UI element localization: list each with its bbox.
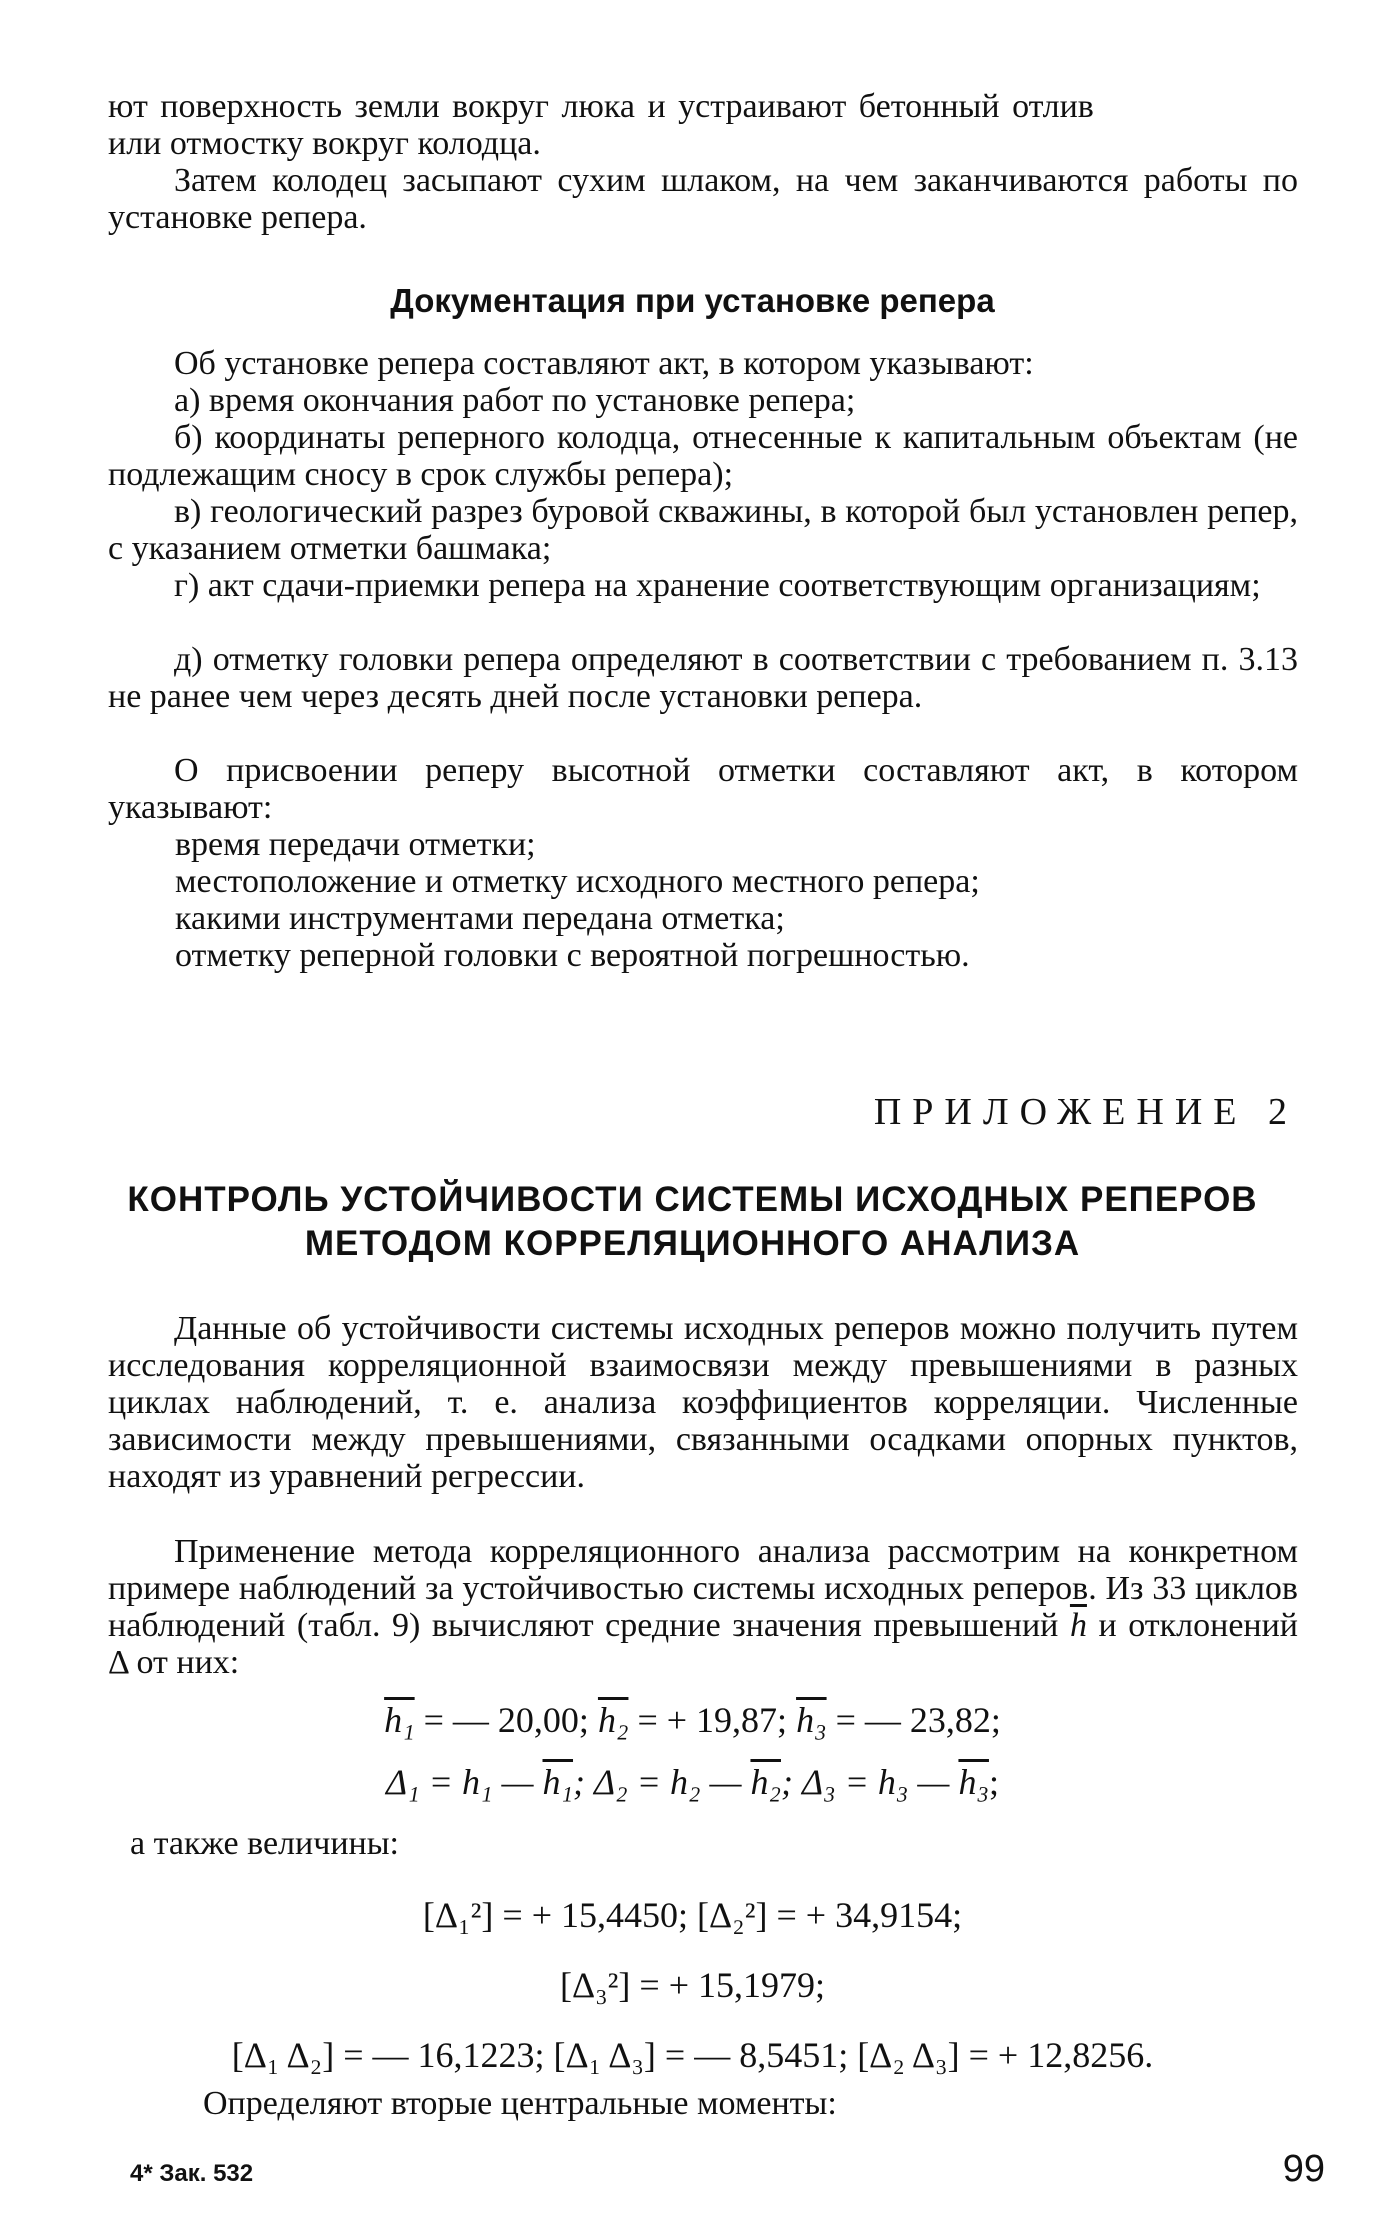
list-item: время передачи отметки; xyxy=(175,826,536,863)
formula-mean-heights xyxy=(0,1700,1385,1740)
formula-squares-1: [Δ₁²] = + 15,4450; [Δ₂²] = + 34,9154; xyxy=(422,1895,963,1935)
formula-v2: = + 19,87; xyxy=(628,1700,797,1740)
item-d: д) отметку головки репера определяют в соответствии с требованием п. 3.13 не ранее чем через десять дней после установки репера. xyxy=(108,641,1298,715)
order-footnote: 4* Зак. 532 xyxy=(130,2160,254,2187)
top-line-1: ют поверхность земли вокруг люка и устраивают бетонный отлив xyxy=(108,88,1094,125)
item-b: б) координаты реперного колодца, отнесенные к капитальным объектам (не подлежащим сносу в срок службы репера); xyxy=(108,419,1298,493)
formula-v1: = — 20,00; xyxy=(414,1700,598,1740)
appendix-paragraph-2-mid: и отклонений xyxy=(1086,1607,1298,1644)
appendix-title-line-2: МЕТОДОМ КОРРЕЛЯЦИОННОГО АНАЛИЗА xyxy=(304,1224,1081,1263)
formula-d3: ; Δ₃ = h₃ — xyxy=(780,1762,959,1802)
formula-d-h1: h₁ xyxy=(542,1762,574,1802)
formula-d-end: ; xyxy=(988,1762,999,1802)
appendix-paragraph-2 xyxy=(108,1533,1298,1681)
appendix-paragraph-2-end: от них: xyxy=(128,1644,240,1681)
formula-h1: h₁ xyxy=(384,1700,415,1740)
formula-deviations xyxy=(0,1762,1385,1802)
delta-symbol: Δ xyxy=(108,1644,128,1681)
formula-v3: = — 23,82; xyxy=(826,1700,1001,1740)
list-item: какими инструментами передана отметка; xyxy=(175,900,785,937)
list-item: местоположение и отметку исходного местного репера; xyxy=(175,863,980,900)
central-moments-text: Определяют вторые центральные моменты: xyxy=(203,2085,837,2122)
appendix-title-line-1: КОНТРОЛЬ УСТОЙЧИВОСТИ СИСТЕМЫ ИСХОДНЫХ РЕПЕРОВ xyxy=(127,1180,1258,1219)
list-item: отметку реперной головки с вероятной погрешностью. xyxy=(175,937,970,974)
appendix-title xyxy=(0,1178,1385,1266)
h-mean-symbol: $\overline{h}$ xyxy=(1069,1607,1087,1644)
documentation-heading: Документация при установке репера xyxy=(390,282,995,319)
act2-paragraph: О присвоении реперу высотной отметки составляют акт, в котором указывают: xyxy=(108,752,1298,826)
formula-d1: Δ₁ = h₁ — xyxy=(386,1762,543,1802)
formula-d2: ; Δ₂ = h₂ — xyxy=(573,1762,751,1802)
appendix-label: ПРИЛОЖЕНИЕ 2 xyxy=(873,1091,1298,1133)
top-paragraph-2: Затем колодец засыпают сухим шлаком, на чем заканчиваются работы по установке репера. xyxy=(108,162,1298,236)
formula-squares-2: [Δ₃²] = + 15,1979; xyxy=(559,1965,826,2005)
item-v: в) геологический разрез буровой скважины, в которой был установлен репер, с указанием отметки башмака; xyxy=(108,493,1298,567)
formula-products: [Δ₁ Δ₂] = — 16,1223; [Δ₁ Δ₃] = — 8,5451; [Δ₂ Δ₃] = + 12,8256. xyxy=(231,2035,1154,2075)
appendix-paragraph-2-text: Применение метода корреляционного анализа рассмотрим на конкретном примере наблюдений за устойчивостью системы исходных реперов. Из 33 циклов наблюдений (табл. 9) вычисляют средние значения превышений xyxy=(108,1533,1298,1644)
appendix-paragraph-1: Данные об устойчивости системы исходных реперов можно получить путем исследования корреляционной взаимосвязи между превышениями в разных циклах наблюдений, т. е. анализа коэффициентов корреляции. Численные зависимости между превышениями, связанными осадками опорных пунктов, находят из уравнений регрессии. xyxy=(108,1310,1298,1495)
documentation-intro: Об установке репера составляют акт, в котором указывают: xyxy=(174,345,1034,382)
item-a: а) время окончания работ по установке репера; xyxy=(174,382,856,419)
formula-h2: h₂ xyxy=(597,1700,629,1740)
formula-d-h3: h₃ xyxy=(958,1762,989,1802)
formula-d-h2: h₂ xyxy=(750,1762,781,1802)
also-values-text: а также величины: xyxy=(130,1825,399,1862)
page-number: 99 xyxy=(1282,2148,1325,2190)
top-line-2: или отмостку вокруг колодца. xyxy=(108,125,541,162)
formula-h3: h₃ xyxy=(796,1700,827,1740)
item-g: г) акт сдачи-приемки репера на хранение соответствующим организациям; xyxy=(174,567,1261,604)
